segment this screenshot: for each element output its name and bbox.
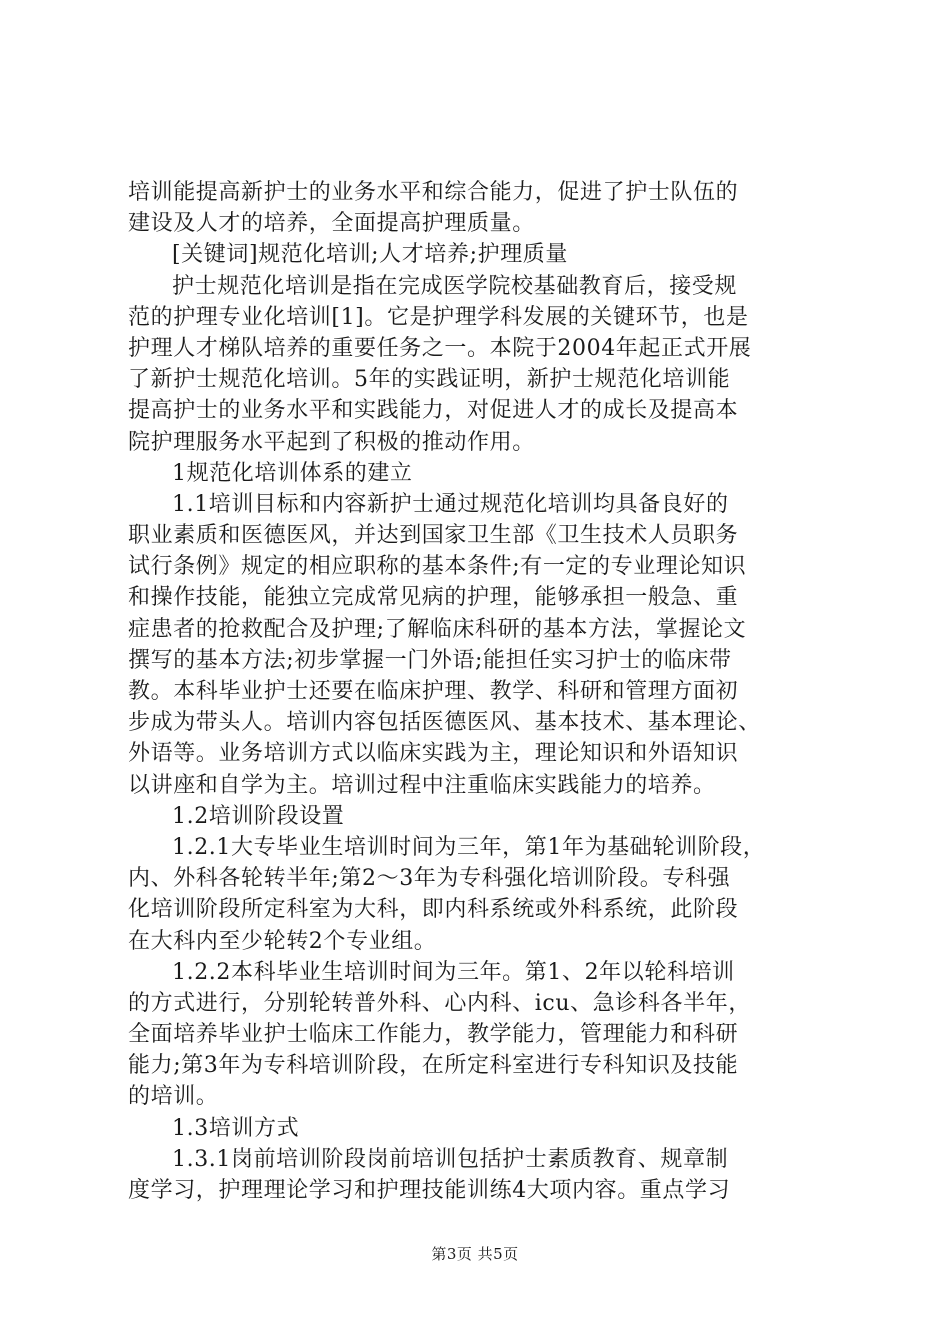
text-line: 1规范化培训体系的建立 [172, 460, 413, 486]
text-line: 能力;第3年为专科培训阶段，在所定科室进行专科知识及技能 [128, 1053, 739, 1079]
text-line: [关键词]规范化培训;人才培养;护理质量 [172, 242, 568, 268]
text-line: 提高护士的业务水平和实践能力，对促进人才的成长及提高本 [128, 398, 739, 424]
document-body [128, 177, 828, 1206]
text-line: 步成为带头人。培训内容包括医德医风、基本技术、基本理论、 [128, 710, 761, 736]
text-line: 护士规范化培训是指在完成医学院校基础教育后，接受规 [172, 273, 738, 299]
text-line: 1.2.2本科毕业生培训时间为三年。第1、2年以轮科培训 [172, 959, 735, 985]
text-line: 院护理服务水平起到了积极的推动作用。 [128, 429, 535, 455]
text-line: 试行条例》规定的相应职称的基本条件;有一定的专业理论知识 [128, 554, 747, 580]
text-line: 症患者的抢救配合及护理;了解临床科研的基本方法，掌握论文 [128, 616, 747, 642]
text-line: 化培训阶段所定科室为大科，即内科系统或外科系统，此阶段 [128, 897, 739, 923]
text-line: 护理人才梯队培养的重要任务之一。本院于2004年起正式开展 [128, 335, 752, 361]
page-footer: 第3页 共5页 [431, 1245, 519, 1263]
text-line: 内、外科各轮转半年;第2～3年为专科强化培训阶段。专科强 [128, 866, 731, 892]
text-line: 1.2培训阶段设置 [172, 803, 345, 829]
text-line: 在大科内至少轮转2个专业组。 [128, 928, 437, 954]
text-line: 培训能提高新护士的业务水平和综合能力，促进了护士队伍的 [128, 180, 739, 205]
text-line: 范的护理专业化培训[1]。它是护理学科发展的关键环节，也是 [128, 304, 749, 330]
text-line: 了新护士规范化培训。5年的实践证明，新护士规范化培训能 [128, 367, 731, 393]
text-line: 和操作技能，能独立完成常见病的护理，能够承担一般急、重 [128, 585, 739, 611]
text-line: 1.1培训目标和内容新护士通过规范化培训均具备良好的 [172, 491, 729, 517]
text-line: 的方式进行，分别轮转普外科、心内科、icu、急诊科各半年， [128, 990, 751, 1016]
text-line: 职业素质和医德医风，并达到国家卫生部《卫生技术人员职务 [128, 523, 739, 549]
text-line: 度学习，护理理论学习和护理技能训练4大项内容。重点学习 [128, 1178, 731, 1203]
text-line: 的培训。 [128, 1084, 219, 1110]
text-line: 以讲座和自学为主。培训过程中注重临床实践能力的培养。 [128, 772, 716, 798]
text-line: 1.2.1大专毕业生培训时间为三年，第1年为基础轮训阶段， [172, 834, 766, 860]
text-line: 1.3.1岗前培训阶段岗前培训包括护士素质教育、规章制 [172, 1146, 729, 1172]
text-line: 教。本科毕业护士还要在临床护理、教学、科研和管理方面初 [128, 679, 739, 704]
text-line: 建设及人才的培养，全面提高护理质量。 [128, 211, 535, 237]
text-line: 撰写的基本方法;初步掌握一门外语;能担任实习护士的临床带 [128, 647, 732, 673]
text-line: 1.3培训方式 [172, 1115, 300, 1141]
text-line: 全面培养毕业护士临床工作能力，教学能力，管理能力和科研 [128, 1022, 739, 1048]
text-line: 外语等。业务培训方式以临床实践为主，理论知识和外语知识 [128, 741, 739, 767]
